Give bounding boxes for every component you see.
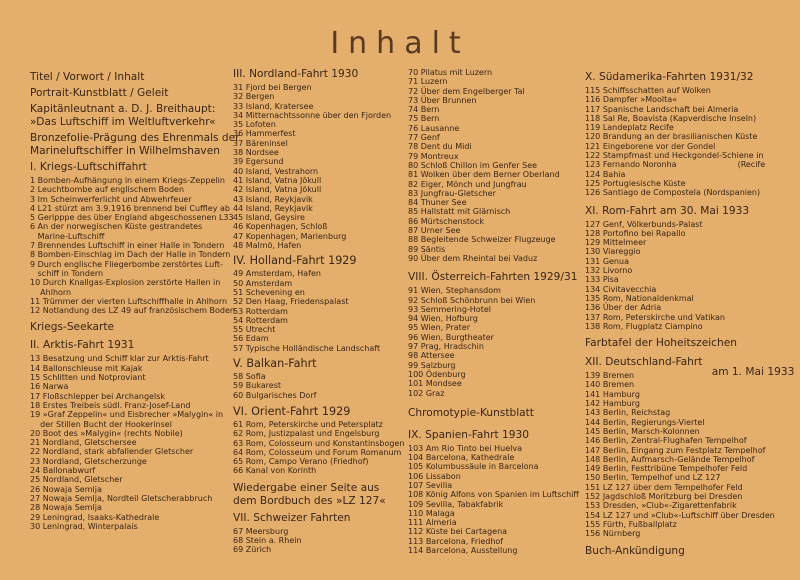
list-item: 150 Berlin, Tempelhof und LZ 127 bbox=[585, 473, 721, 483]
list-item: 137 Rom, Peterskirche und Vatikan bbox=[585, 312, 726, 322]
list-item: 149 Berlin, Festtribüne Tempelhofer Feld bbox=[585, 464, 748, 474]
section-list bbox=[233, 420, 413, 476]
list-item: 94 Wien, Hofburg bbox=[408, 314, 478, 324]
heading-kapitaen: Kapitänleutnant a. D. J. Breithaupt: bbox=[30, 103, 216, 115]
list-item: 86 Mürtschenstock bbox=[408, 216, 484, 226]
section-list bbox=[408, 444, 588, 556]
list-item: 58 Sofia bbox=[233, 372, 266, 382]
list-item: 29 Leningrad, Isaaks-Kathedrale bbox=[30, 512, 160, 522]
list-item: 99 Salzburg bbox=[408, 360, 456, 370]
heading-bronze: Bronzefolie-Prägung des Ehrenmals der bbox=[30, 132, 240, 144]
list-item: 57 Typische Holländische Landschaft bbox=[233, 343, 381, 353]
section-title: Chromotypie-Kunstblatt bbox=[408, 406, 534, 419]
list-item: 139 Bremen bbox=[585, 371, 635, 381]
section-title: X. Südamerika-Fahrten 1931/32 bbox=[585, 71, 754, 83]
list-item: 52 Den Haag, Friedenspalast bbox=[233, 297, 349, 307]
list-item: 23 Nordland, Gletscherzunge bbox=[30, 456, 147, 466]
list-item: 70 Pilatus mit Luzern bbox=[408, 68, 493, 77]
list-item: 113 Barcelona, Friedhof bbox=[408, 536, 504, 546]
list-item: Ahlhorn bbox=[30, 287, 72, 297]
section-list bbox=[585, 220, 795, 332]
list-item: der Stillen Bucht der Hookerinsel bbox=[30, 419, 172, 429]
section-list bbox=[233, 372, 413, 400]
column-1 bbox=[30, 68, 240, 531]
list-item: 39 Egersund bbox=[233, 157, 284, 167]
list-item: 42 Island, Vatna Jökull bbox=[233, 185, 322, 195]
section-title: Buch-Ankündigung bbox=[585, 545, 685, 558]
list-item: 151 LZ 127 über dem Tempelhofer Feld bbox=[585, 482, 743, 492]
list-item: 68 Stein a. Rhein bbox=[233, 535, 302, 545]
list-item: 65 Rom, Campo Verano (Friedhof) bbox=[233, 457, 369, 467]
list-item: 87 Urner See bbox=[408, 226, 461, 236]
list-item: 10 Durch Knallgas-Explosion zerstörte Hallen in bbox=[30, 278, 221, 288]
section-list bbox=[585, 86, 795, 198]
list-item: 102 Graz bbox=[408, 388, 445, 398]
list-item: 8 Bomben-Einschlag im Dach der Halle in Tondern bbox=[30, 250, 231, 260]
list-item: 80 Schloß Chillon im Genfer See bbox=[408, 160, 538, 170]
section-title: Kriegs-Seekarte bbox=[30, 321, 115, 334]
list-item: 34 Mitternachtssonne über den Fjorden bbox=[233, 110, 392, 120]
intro-line: Titel / Vorwort / Inhalt bbox=[30, 71, 145, 83]
list-item: 142 Hamburg bbox=[585, 399, 640, 409]
list-item: 119 Landeplatz Recife bbox=[585, 123, 674, 133]
list-item: 84 Thuner See bbox=[408, 198, 467, 208]
list-item: 14 Ballonschleuse mit Kajak bbox=[30, 363, 143, 373]
list-item: 78 Dent du Midi bbox=[408, 142, 472, 152]
list-item: 110 Malaga bbox=[408, 508, 455, 518]
list-item: 131 Genua bbox=[585, 256, 629, 266]
list-item: 126 Santiago de Compostela (Nordspanien) bbox=[585, 188, 761, 198]
list-item: 154 LZ 127 und »Club«-Luftschiff über Dresden bbox=[585, 510, 775, 520]
list-item: 51 Schevening en bbox=[233, 287, 305, 297]
list-item: 3 Im Scheinwerferlicht und Abwehrfeuer bbox=[30, 194, 192, 204]
list-item: 55 Utrecht bbox=[233, 325, 276, 335]
section-title: IV. Holland-Fahrt 1929 bbox=[233, 254, 357, 268]
list-item: 83 Jungfrau-Gletscher bbox=[408, 188, 496, 198]
list-item: 93 Semmering-Hotel bbox=[408, 304, 491, 314]
list-item: 104 Barcelona, Kathedrale bbox=[408, 453, 515, 463]
list-item: 124 Bahia bbox=[585, 169, 626, 179]
heading-kapitaen: »Das Luftschiff im Weltluftverkehr« bbox=[30, 116, 216, 128]
list-item: 89 Säntis bbox=[408, 244, 446, 254]
list-item: 81 Wolken über dem Berner Oberland bbox=[408, 170, 560, 180]
list-item: 92 Schloß Schönbrunn bei Wien bbox=[408, 295, 536, 305]
column-3 bbox=[408, 68, 588, 555]
list-item: 148 Berlin, Aufmarsch-Gelände Tempelhof bbox=[585, 454, 755, 464]
list-item: 30 Leningrad, Winterpalais bbox=[30, 521, 138, 531]
list-item: 18 Erstes Treibeis südl. Franz-Josef-Land bbox=[30, 400, 191, 410]
heading-bronze: Marineluftschiffer in Wilhelmshaven bbox=[30, 145, 220, 157]
section-title: II. Arktis-Fahrt 1931 bbox=[30, 339, 135, 352]
list-item: 155 Fürth, Fußballplatz bbox=[585, 519, 677, 529]
list-item: 125 Portugiesische Küste bbox=[585, 178, 686, 188]
section-list bbox=[30, 354, 240, 531]
list-item: 50 Amsterdam bbox=[233, 278, 293, 288]
list-item: 98 Attersee bbox=[408, 351, 455, 361]
list-item: 59 Bukarest bbox=[233, 381, 282, 391]
intro-line: Portrait-Kunstblatt / Geleit bbox=[30, 87, 169, 99]
section-list bbox=[233, 269, 413, 353]
list-item: 95 Wien, Prater bbox=[408, 323, 470, 333]
list-item: 82 Eiger, Mönch und Jungfrau bbox=[408, 179, 527, 189]
list-item: 43 Island, Reykjavik bbox=[233, 194, 313, 204]
section-title: IX. Spanien-Fahrt 1930 bbox=[408, 428, 529, 441]
list-item: 122 Stampfmast und Heckgondel-Schiene in bbox=[585, 151, 764, 161]
list-item: 54 Rotterdam bbox=[233, 315, 288, 325]
list-item: 140 Bremen bbox=[585, 380, 635, 390]
list-item: 117 Spanische Landschaft bei Almeria bbox=[585, 104, 739, 114]
list-item: schiff in Tondern bbox=[30, 268, 104, 278]
list-item: 64 Rom, Colosseum und Forum Romanum bbox=[233, 447, 402, 457]
list-item: 101 Mondsee bbox=[408, 379, 462, 389]
list-item: 141 Hamburg bbox=[585, 389, 640, 399]
list-item: 67 Meersburg bbox=[233, 526, 289, 536]
list-item: 144 Berlin, Regierungs-Viertel bbox=[585, 417, 705, 427]
section-title: XI. Rom-Fahrt am 30. Mai 1933 bbox=[585, 204, 750, 217]
list-item: 16 Narwa bbox=[30, 382, 69, 392]
list-item: 115 Schiffsschatten auf Wolken bbox=[585, 86, 711, 95]
list-item: 48 Malmö, Hafen bbox=[233, 241, 302, 251]
list-item: 17 Floßschlepper bei Archangelsk bbox=[30, 391, 165, 401]
list-item: 90 Über dem Rheintal bei Vaduz bbox=[408, 253, 538, 263]
list-item: 153 Dresden, »Club«-Zigarettenfabrik bbox=[585, 501, 737, 511]
section-title: III. Nordland-Fahrt 1930 bbox=[233, 68, 359, 80]
list-item: 31 Fjord bei Bergen bbox=[233, 83, 312, 92]
list-item: 40 Island, Vestrahorn bbox=[233, 166, 319, 176]
list-item: 145 Berlin, Marsch-Kolonnen bbox=[585, 426, 700, 436]
list-item: 26 Nowaja Semlja bbox=[30, 484, 102, 494]
list-item: 107 Sevilla bbox=[408, 480, 453, 490]
list-item: 134 Civitavecchia bbox=[585, 284, 657, 294]
list-item: 36 Hammerfest bbox=[233, 129, 296, 139]
list-item: 45 Island, Geysire bbox=[233, 213, 305, 223]
list-item: 9 Durch englische Fliegerbombe zerstörtes Luft- bbox=[30, 259, 223, 269]
list-item: 111 Almeria bbox=[408, 518, 457, 528]
list-item: 127 Genf, Völkerbunds-Palast bbox=[585, 219, 703, 229]
list-item: 132 Livorno bbox=[585, 266, 633, 276]
list-item: 63 Rom, Colosseum und Konstantinsbogen bbox=[233, 438, 405, 448]
list-item: 28 Nowaja Semlja bbox=[30, 503, 102, 513]
list-item: 91 Wien, Stephansdom bbox=[408, 286, 501, 296]
section-list bbox=[233, 527, 413, 555]
section-list bbox=[30, 176, 240, 315]
list-item: 97 Prag, Hradschin bbox=[408, 342, 484, 352]
list-item: 46 Kopenhagen, Schloß bbox=[233, 222, 328, 232]
list-item: 21 Nordland, Gletscherseе bbox=[30, 438, 137, 448]
list-item: 135 Rom, Nationaldenkmal bbox=[585, 293, 694, 303]
section-title: VIII. Österreich-Fahrten 1929/31 bbox=[408, 271, 578, 284]
list-item: 49 Amsterdam, Hafen bbox=[233, 269, 321, 279]
list-item: 72 Über dem Engelberger Tal bbox=[408, 86, 525, 96]
list-item: 44 Island, Reykjavik bbox=[233, 203, 313, 213]
list-item: 37 Bäreninsel bbox=[233, 138, 288, 148]
list-item: 47 Kopenhagen, Marienburg bbox=[233, 231, 347, 241]
list-item: 121 Eingeborene vor der Gondel bbox=[585, 141, 716, 151]
list-item: 24 Ballonabwurf bbox=[30, 466, 96, 476]
heading-wiedergabe: dem Bordbuch des »LZ 127« bbox=[233, 494, 386, 507]
list-item: 66 Kanal von Korinth bbox=[233, 466, 317, 476]
list-item: 129 Mittelmeer bbox=[585, 238, 647, 248]
list-item: 114 Barcelona, Ausstellung bbox=[408, 546, 518, 556]
list-item: 85 Hallstatt mit Glärnisch bbox=[408, 207, 511, 217]
list-item: 138 Rom, Flugplatz Ciampino bbox=[585, 321, 703, 331]
list-item: 152 Jagdschloß Moritzburg bei Dresden bbox=[585, 491, 743, 501]
list-item: 96 Wien, Burgtheater bbox=[408, 332, 494, 342]
list-item: 41 Island, Vatna Jökull bbox=[233, 175, 322, 185]
section-list bbox=[233, 83, 413, 250]
list-item: 7 Brennendes Luftschiff in einer Halle in Tondern bbox=[30, 241, 225, 251]
section-title: VI. Orient-Fahrt 1929 bbox=[233, 404, 351, 418]
list-item: 130 Viareggio bbox=[585, 247, 641, 257]
list-item: 76 Lausanne bbox=[408, 123, 460, 133]
section-title: Farbtafel der Hoheitszeichen bbox=[585, 337, 737, 350]
section-list bbox=[408, 286, 588, 398]
list-item: 156 Nürnberg bbox=[585, 529, 641, 539]
list-item: 108 König Alfons von Spanien im Luftschiff bbox=[408, 490, 579, 500]
list-item: 88 Begleitende Schweizer Flugzeuge bbox=[408, 235, 556, 245]
list-item: 32 Bergen bbox=[233, 92, 275, 102]
list-item: 6 An der norwegischen Küste gestrandetes bbox=[30, 222, 203, 232]
page-title: Inhalt bbox=[330, 26, 470, 61]
list-item: 56 Edam bbox=[233, 334, 269, 344]
list-item: 11 Trümmer der vierten Luftschiffhalle in Ahlhorn bbox=[30, 296, 228, 306]
list-item: 74 Bern bbox=[408, 105, 440, 115]
column-2 bbox=[233, 68, 413, 555]
list-item: 25 Nordland, Gletscher bbox=[30, 475, 123, 485]
list-item: 75 Bern bbox=[408, 114, 440, 124]
list-item: 146 Berlin, Zentral-Flughafen Tempelhof bbox=[585, 436, 747, 446]
list-item: 71 Luzern bbox=[408, 77, 448, 87]
list-item: 147 Berlin, Eingang zum Festplatz Tempelhof bbox=[585, 445, 766, 455]
list-item: 100 Ödenburg bbox=[408, 369, 466, 379]
list-item: 20 Boot des »Malygin« (rechts Nobile) bbox=[30, 428, 183, 438]
section-title: V. Balkan-Fahrt bbox=[233, 357, 317, 371]
column-4 bbox=[585, 68, 795, 560]
list-item: 62 Rom, Justizpalast und Engelsburg bbox=[233, 429, 380, 439]
list-item: 33 Island, Kratersee bbox=[233, 101, 314, 111]
list-item: Marine-Luftschiff bbox=[30, 231, 105, 241]
list-item: 120 Brandung an der brasilianischen Küste bbox=[585, 132, 758, 142]
list-item: 27 Nowaja Semlja, Nordteil Gletscherabbruch bbox=[30, 493, 213, 503]
list-item: 12 Notlandung des LZ 49 auf französischem Boden bbox=[30, 306, 235, 316]
list-item: 79 Montreux bbox=[408, 151, 459, 161]
section-list bbox=[408, 68, 588, 263]
list-item: 136 Über der Adria bbox=[585, 303, 662, 313]
section-title-part: am 1. Mai 1933 bbox=[711, 366, 795, 379]
list-item: 1 Bomben-Aufhängung in einem Kriegs-Zeppelin bbox=[30, 176, 225, 185]
list-item: 103 Am Rio Tinto bei Huelva bbox=[408, 443, 522, 453]
heading-wiedergabe: Wiedergabe einer Seite aus bbox=[233, 481, 380, 494]
list-item: 15 Schlitten und Notproviant bbox=[30, 373, 146, 383]
list-item: 38 Nordsee bbox=[233, 148, 279, 158]
list-item: 61 Rom, Peterskirche und Petersplatz bbox=[233, 419, 383, 429]
list-item: 5 Geripppe des über England abgeschossenen L33 bbox=[30, 213, 234, 223]
section-title-part: XII. Deutschland-Fahrt bbox=[585, 356, 703, 369]
list-item: 13 Besatzung und Schiff klar zur Arktis-Fahrt bbox=[30, 354, 209, 364]
list-item: 60 Bulgarisches Dorf bbox=[233, 390, 317, 400]
list-item: 128 Portofino bei Rapallo bbox=[585, 228, 686, 238]
list-item: 106 Lissabon bbox=[408, 471, 461, 481]
list-item: 143 Berlin, Reichstag bbox=[585, 408, 671, 418]
list-item: 73 Über Brunnen bbox=[408, 95, 477, 105]
list-item: 69 Zürich bbox=[233, 545, 272, 555]
section-title: VII. Schweizer Fahrten bbox=[233, 511, 351, 524]
list-item: 35 Lofoten bbox=[233, 120, 276, 130]
list-item: 112 Küste bei Cartagena bbox=[408, 527, 508, 537]
list-item: 19 »Graf Zeppelin« und Eisbrecher »Malygin« in bbox=[30, 410, 224, 420]
section-title: I. Kriegs-Luftschiffahrt bbox=[30, 161, 147, 173]
list-item: 2 Leuchtbombe auf englischem Boden bbox=[30, 185, 185, 195]
list-item: 109 Sevilla, Tabakfabrik bbox=[408, 499, 504, 509]
list-item: 118 Sal Re, Boavista (Kapverdische Inseln) bbox=[585, 113, 757, 123]
list-item: 77 Genf bbox=[408, 133, 440, 143]
list-item: 4 L21 stürzt am 3.9.1916 brennend bei Cuffley ab bbox=[30, 203, 230, 213]
section-list bbox=[585, 371, 795, 538]
list-item: 105 Kolumbussäule in Barcelona bbox=[408, 462, 539, 472]
list-item: 123 Fernando Noronha (Recife bbox=[585, 160, 766, 170]
list-item: 22 Nordland, stark abfallender Gletscher bbox=[30, 447, 194, 457]
list-item: 53 Rotterdam bbox=[233, 306, 288, 316]
list-item: 133 Pisa bbox=[585, 275, 619, 285]
list-item: 116 Dampfer »Moolta« bbox=[585, 95, 678, 105]
